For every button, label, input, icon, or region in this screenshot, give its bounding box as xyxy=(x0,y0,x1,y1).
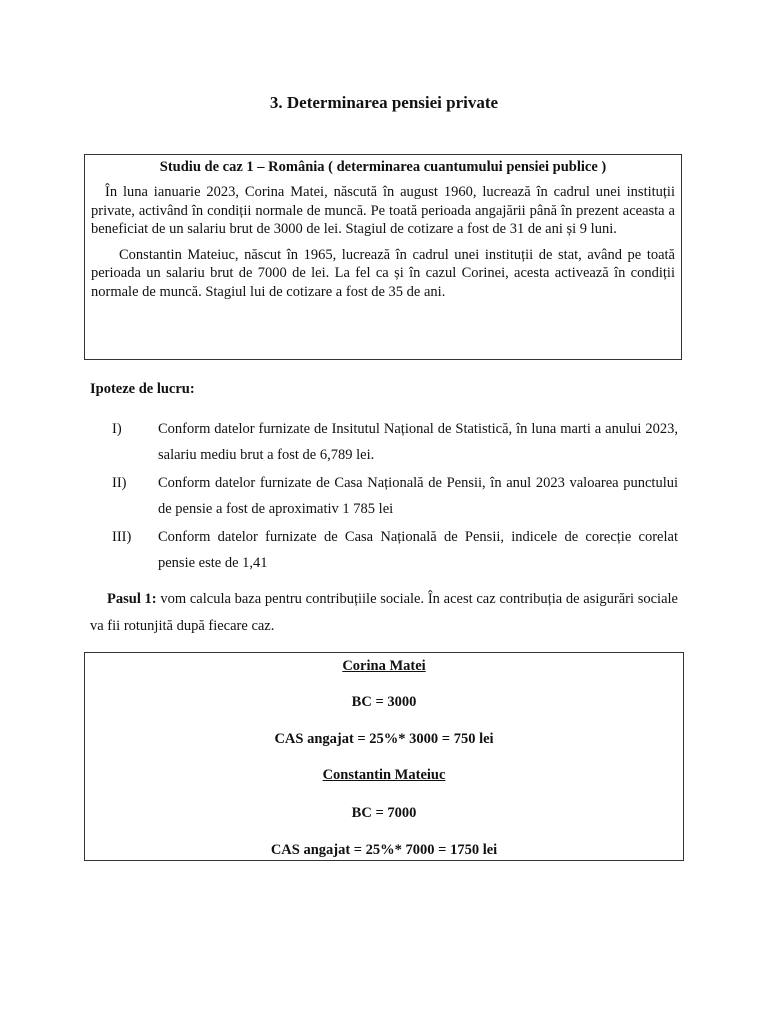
case-study-heading: Studiu de caz 1 – România ( determinarea cuantumului pensiei publice ) xyxy=(159,159,607,175)
hypothesis-text: Conform datelor furnizate de Casa Națională de Pensii, în anul 2023 valoarea punctului de pensie a fost de aproximativ 1 785 lei xyxy=(158,475,678,517)
person-2-name: Constantin Mateiuc xyxy=(322,767,446,783)
case-study-paragraph-2: Constantin Mateiuc, născut în 1965, lucrează în cadrul unei instituții de stat, având pe toată perioada un salariu brut de 7000 de lei. La fel ca și în cazul Corinei, acesta activează în condiții normale de muncă. Stagiul lui de cotizare a fost de 35 de ani. xyxy=(91,246,675,300)
step-1-paragraph xyxy=(90,586,678,640)
step-1-label: Pasul 1: xyxy=(107,591,157,607)
case-study-paragraph-1: În luna ianuarie 2023, Corina Matei, născută în august 1960, lucrează în cadrul unei instituții private, activând în condiții normale de muncă. Pe toată perioada angajării până în prezent aceasta a beneficiat de un salariu brut de 3000 de lei. Stagiul de cotizare a fost de 31 de ani și 9 luni. xyxy=(91,184,675,238)
hypotheses-title: Ipoteze de lucru: xyxy=(90,381,195,397)
person-1-bc: BC = 3000 xyxy=(351,694,417,710)
hypotheses-list xyxy=(112,416,678,578)
hypothesis-item xyxy=(112,470,678,522)
calculation-box xyxy=(84,652,684,861)
person-1-cas: CAS angajat = 25%* 3000 = 750 lei xyxy=(274,731,494,747)
hypothesis-number: III) xyxy=(112,529,132,545)
person-1-name: Corina Matei xyxy=(342,658,426,674)
hypothesis-item xyxy=(112,524,678,576)
document-title: 3. Determinarea pensiei private xyxy=(269,93,499,112)
step-1-text: vom calcula baza pentru contribuțiile sociale. În acest caz contribuția de asigurări sociale va fii rotunjită după fiecare caz. xyxy=(90,591,678,634)
hypothesis-number: II) xyxy=(112,475,127,491)
person-2-cas: CAS angajat = 25%* 7000 = 1750 lei xyxy=(270,842,498,858)
hypothesis-number: I) xyxy=(112,421,122,437)
hypothesis-text: Conform datelor furnizate de Insitutul Național de Statistică, în luna marti a anului 2023, salariu mediu brut a fost de 6,789 lei. xyxy=(158,421,678,463)
hypothesis-text: Conform datelor furnizate de Casa Națională de Pensii, indicele de corecție corelat pensie este de 1,41 xyxy=(158,529,678,571)
case-study-box xyxy=(84,154,682,360)
person-2-bc: BC = 7000 xyxy=(351,805,417,821)
hypothesis-item xyxy=(112,416,678,468)
